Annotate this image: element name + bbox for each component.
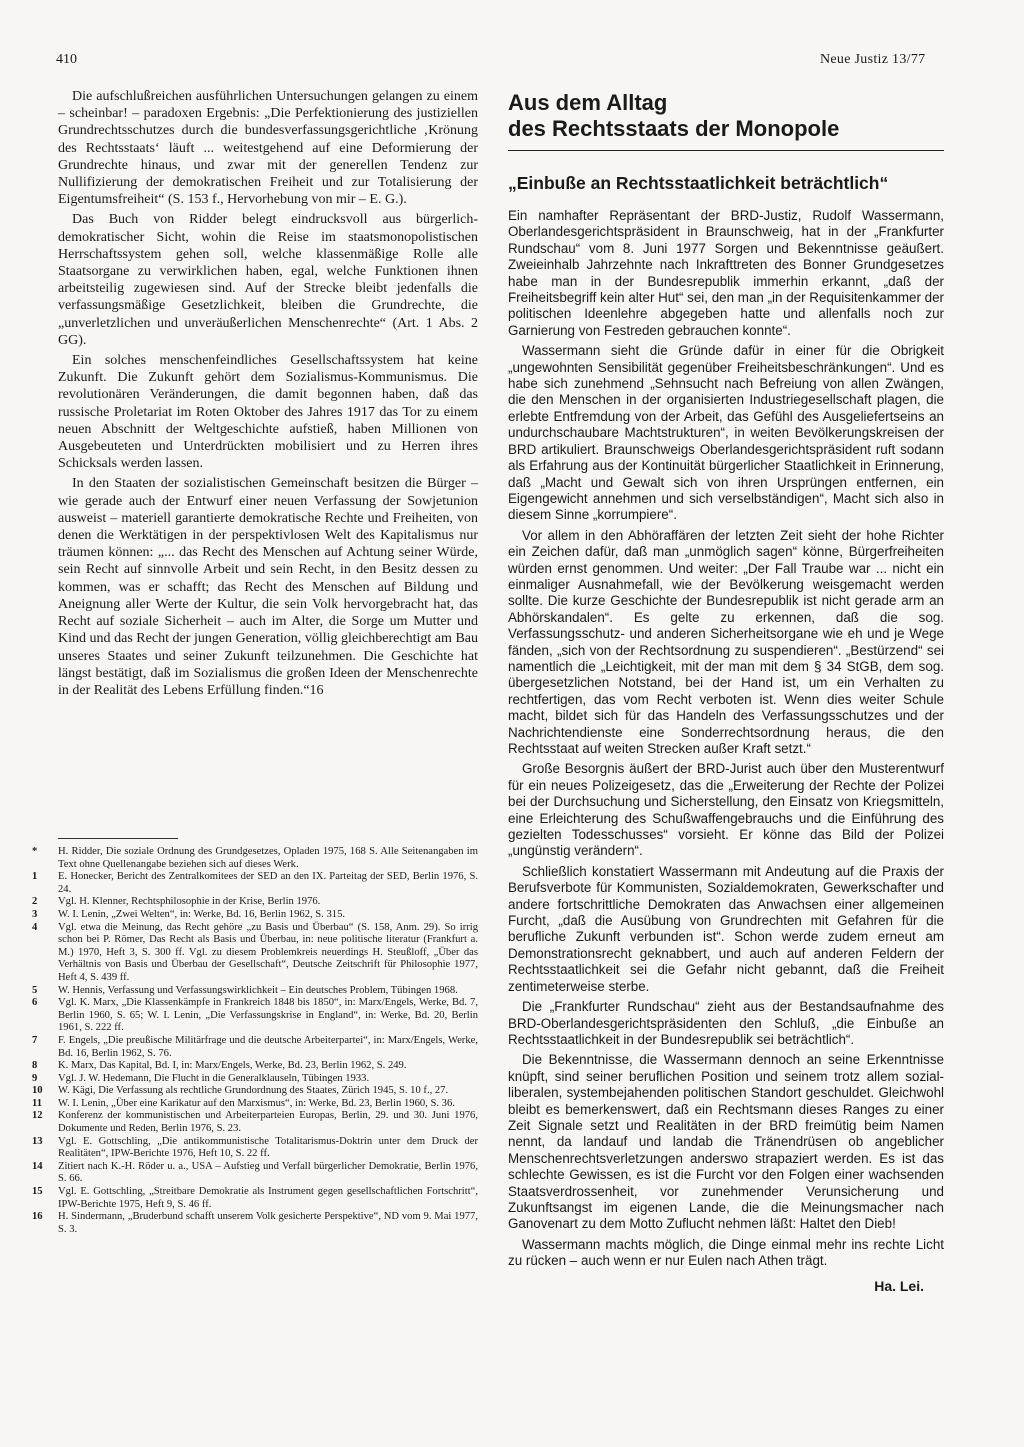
author-signature: Ha. Lei. [874, 1277, 924, 1294]
article-paragraph: Wassermann machts möglich, die Dinge einmal mehr ins rechte Licht zu rücken – auch wenn er nur Eulen nach Athen trägt. [508, 1236, 944, 1269]
footnote [32, 871, 478, 896]
footnote-number: 13 [32, 1135, 43, 1147]
footnote [32, 846, 478, 871]
footnote-number: 10 [32, 1085, 43, 1097]
section-title [508, 90, 944, 142]
page-number: 410 [56, 52, 77, 67]
footnote [32, 1098, 478, 1111]
footnote [32, 1085, 478, 1098]
footnote-text: W. Kägi, Die Verfassung als rechtliche Grundordnung des Staates, Zürich 1945, S. 10 f., 27. [58, 1085, 449, 1097]
footnote-text: W. I. Lenin, „Zwei Welten“, in: Werke, Bd. 16, Berlin 1962, S. 315. [58, 908, 346, 920]
footnote-text: Vgl. E. Gottschling, „Die antikommunistische Totalitarismus-Doktrin unter dem Druck der Realitäten“, IPW-Berichte 1976, Heft 10, S. 22 ff. [58, 1135, 478, 1160]
footnote [32, 1073, 478, 1086]
footnote-text: H. Sindermann, „Bruderbund schafft unserem Volk gesicherte Perspektive“, ND vom 9. Mai 1977, S. 3. [58, 1211, 478, 1235]
footnote-number: * [32, 846, 38, 857]
journal-issue: Neue Justiz 13/77 [820, 52, 926, 67]
footnote-number: 8 [32, 1060, 38, 1072]
footnote [32, 922, 478, 985]
footnote-text: F. Engels, „Die preußische Militärfrage und die deutsche Arbeiterpartei“, in: Marx/Engels, Werke, Bd. 16, Berlin 1962, S. 76. [58, 1034, 478, 1059]
footnotes [32, 846, 478, 1236]
left-paragraph: Die aufschlußreichen ausführlichen Untersuchungen gelangen zu einem – scheinbar! – paradoxen Ergebnis: „Die Perfektionierung des justiziellen Grundrechtsschutzes durch die bundesverfassungsgerichtliche ‚Krönung des Rechtsstaats‘ läuft ... weitestgehend auf eine Deformierung der Grundrechte hinaus, und zwar mit der generellen Tendenz zur Nullifizierung der demokratischen Freiheit und zur Totalisierung der Eigentumsfreiheit“ (S. 153 f., Hervorhebung von mir – E. G.). [58, 89, 478, 208]
footnote [32, 985, 478, 998]
article-paragraph: Ein namhafter Repräsentant der BRD-Justiz, Rudolf Wassermann, Oberlandesgerichtspräsident in Braunschweig, hat in der „Frankfurter Rundschau“ vom 8. Juni 1977 Sorgen und Bekenntnisse geäußert. Zweieinhalb Jahrzehnte nach Inkrafttreten des Bonner Grundgesetzes habe man in der Bundesrepublik immerhin erkannt, „daß der Freiheitsbegriff kein alter Hut“ sei, den man „in der Requisitenkammer der politischen Ideenlehre abgegeben hatte und allenfalls noch zur Garnierung von Festreden gebrauchen konnte“. [508, 208, 944, 338]
footnote-number: 1 [32, 871, 38, 883]
article-paragraph: Vor allem in den Abhöraffären der letzten Zeit sieht der hohe Richter ein Zeichen dafür, daß man „unmöglich sagen“ könne, Bürgerfreiheiten würden ernst genommen. Und weiter: „Der Fall Traube war ... nicht ein einmaliger Ausnahmefall, wie der Bevölkerung weisgemacht werden sollte. Die kurze Geschichte der Bundesrepublik ist nicht gerade arm an Abhörskandalen“. Es gelte zu erkennen, daß die sog. Verfassungsschutz- und anderen Sicherheitsorgane wie eh und je Wege fänden, „sich von der Rechtsordnung zu suspendieren“. „Bestürzend“ sei namentlich die „Leichtigkeit, mit der man mit dem § 34 StGB, dem sog. übergesetzlichen Notstand, bei der Hand ist, um ein Verhalten zu rechtfertigen, das vom Recht verboten ist. Wenn dies weiter Schule macht, bildet sich für das Handeln des Verfassungsschutzes und der Nachrichtendienste eine Sonderrechtsordnung heraus, die den Rechtsstaat auf weiten Strecken außer Kraft setzt.“ [508, 527, 944, 756]
footnote [32, 1136, 478, 1161]
article-paragraph: Wassermann sieht die Gründe dafür in einer für die Obrigkeit „ungewohnten Sensibilität gegenüber Freiheitsbeschränkungen“. Und es habe sich zunehmend „Sehnsucht nach Befreiung von allen Zwängen, die den Menschen in der organisierten Industriegesellschaft plagen, die erlebte Entfremdung von der Arbeit, das Gefühl des Ausgeliefertseins an undurchschaubare Machtstrukturen“, in weiten Bevölkerungskreisen der BRD artikuliert. Braunschweigs Oberlandesgerichtspräsident ruft sodann als Erfahrung aus der Kontinuität bürgerlicher Staatlichkeit in Erinnerung, daß „Macht und Gewalt sich von ihren Ursprüngen entfernen, ein Eigengewicht annehmen und sich verselbständigen“, Macht sich also in diesem Sinne „korrumpiere“. [508, 343, 944, 523]
footnote [32, 997, 478, 1035]
footnote-number: 11 [32, 1097, 43, 1109]
footnote-number: 7 [32, 1034, 38, 1046]
footnote-divider [58, 838, 178, 839]
footnote-text: Vgl. J. W. Hedemann, Die Flucht in die Generalklauseln, Tübingen 1933. [58, 1072, 370, 1084]
footnote [32, 1060, 478, 1073]
footnote-text: Vgl. H. Klenner, Rechtsphilosophie in der Krise, Berlin 1976. [58, 896, 321, 908]
footnote-text: E. Honecker, Bericht des Zentralkomitees der SED an den IX. Parteitag der SED, Berlin 1976, S. 24. [58, 871, 478, 895]
footnote-text: Vgl. E. Gottschling, „Streitbare Demokratie als Instrument gegen gesellschaftlichen Fortschritt“, IPW-Berichte 1975, Heft 9, S. 46 ff. [58, 1186, 478, 1210]
left-paragraph: In den Staaten der sozialistischen Gemeinschaft besitzen die Bürger – wie gerade auch der Entwurf einer neuen Verfassung der Sowjetunion ausweist – materiell garantierte demokratische Rechte und Freiheiten, von denen die Werktätigen in der perspektivlosen Welt des Kapitalismus nur träumen können: „... das Recht des Menschen auf Achtung seiner Würde, sein Recht auf sinnvolle Arbeit und sein Recht, in den Besitz dessen zu kommen, was er schafft; das Recht des Menschen auf Bildung und Aneignung aller Werte der Kultur, die sein Volk hervorgebracht hat, das Recht auf soziale Sicherheit – auch im Alter, die Sorge um Mutter und Kind und das Recht der jungen Generation, völlig gleichberechtigt am Bau unseres Staates und seiner Zukunft teilzunehmen. Die Geschichte hat längst bestätigt, daß im Sozialismus die großen Ideen der Menschenrechte in der Realität des Lebens Erfüllung finden.“16 [58, 476, 478, 698]
footnote-text: Konferenz der kommunistischen und Arbeiterparteien Europas, Berlin, 29. und 30. Juni 1976, Dokumente und Reden, Berlin 1976, S. 23. [58, 1110, 478, 1135]
left-column [58, 88, 478, 702]
article-title: „Einbuße an Rechtsstaatlichkeit beträchtlich“ [508, 173, 889, 193]
footnote-number: 3 [32, 908, 38, 920]
section-title-line: des Rechtsstaats der Monopole [508, 116, 840, 141]
footnote-number: 5 [32, 984, 38, 996]
article-paragraph: Die „Frankfurter Rundschau“ zieht aus der Bestandsaufnahme des BRD-Oberlandesgerichtspräsidenten den Schluß, „die Einbuße an Rechtsstaatlichkeit in der Bundesrepublik sei beträchtlich“. [508, 999, 944, 1047]
left-paragraph: Ein solches menschenfeindliches Gesellschaftssystem hat keine Zukunft. Die Zukunft gehört dem Sozialismus-Kommunismus. Die revolutionären Veränderungen, die damit begonnen haben, daß das russische Proletariat im Roten Oktober des Jahres 1917 das Tor zu einem neuen Abschnitt der Weltgeschichte aufstieß, haben Millionen von Ausgebeuteten und Unterdrückten mobilisiert und zu Herren ihres Schicksals werden lassen. [58, 353, 478, 472]
article-paragraph: Schließlich konstatiert Wassermann mit Andeutung auf die Praxis der Berufsverbote für Kommunisten, Sozialdemokraten, Gewerkschafter und andere fortschrittliche Demokraten das Anwachsen einer allgemeinen Furcht, „daß die Ausübung von Grundrechten mit Gefahren für die berufliche Zukunft verbunden ist“. Schon werde zudem erneut am Demonstrationsrecht geknabbert, und auch auf anderen Feldern der Rechtsstaatlichkeit sei die Gefahr nicht gebannt, daß die Freiheit zentimeterweise sterbe. [508, 863, 944, 994]
left-paragraph: Das Buch von Ridder belegt eindrucksvoll aus bürgerlich-demokratischer Sicht, wohin die Reise im staatsmonopolistischen Herrschaftssystem gehen soll, welche klassenmäßige Rolle alle Staatsorgane zu verwirklichen haben, egal, welche Funktionen ihnen arbeitsteilig zugewiesen sind. Auf der Strecke bleibt jedenfalls die verfassungsmäßige Gesetzlichkeit, bleiben die Grundrechte, die „unverletzlichen und unveräußerlichen Menschenrechte“ (Art. 1 Abs. 2 GG). [58, 212, 478, 348]
footnote [32, 896, 478, 909]
footnote-number: 4 [32, 921, 38, 933]
footnote-text: K. Marx, Das Kapital, Bd. I, in: Marx/Engels, Werke, Bd. 23, Berlin 1962, S. 249. [58, 1060, 407, 1072]
right-column [508, 90, 944, 1294]
footnote-text: W. Hennis, Verfassung und Verfassungswirklichkeit – Ein deutsches Problem, Tübingen 1968. [58, 984, 458, 996]
footnote-number: 9 [32, 1072, 38, 1084]
article-body [508, 208, 944, 1270]
footnote-number: 16 [32, 1211, 43, 1223]
footnote-text: Zitiert nach K.-H. Röder u. a., USA – Aufstieg und Verfall bürgerlicher Demokratie, Berlin 1976, S. 66. [58, 1160, 478, 1185]
footnote [32, 1186, 478, 1211]
footnote-number: 14 [32, 1160, 43, 1172]
article-paragraph: Große Besorgnis äußert der BRD-Jurist auch über den Musterentwurf für ein neues Polizeigesetz, das die „Erweiterung der Rechte der Polizei bei der Durchsuchung und Sicherstellung, den Einsatz von Kriegsmitteln, eine Erleichterung des Schußwaffengebrauchs und die Einführung des gezielten Todesschusses“ vorsieht. Er könne das Bild der Polizei „ungünstig verändern“. [508, 761, 944, 859]
footnote [32, 1035, 478, 1060]
section-divider [508, 150, 944, 151]
footnote-text: Vgl. K. Marx, „Die Klassenkämpfe in Frankreich 1848 bis 1850“, in: Marx/Engels, Werke, Bd. 7, Berlin 1960, S. 65; W. I. Lenin, „Die Verfassungskrise in England“, in: Werke, Bd. 20, Berlin 1961, S. 222 ff. [58, 997, 478, 1034]
footnote-number: 2 [32, 896, 38, 908]
footnote-text: W. I. Lenin, „Über eine Karikatur auf den Marxismus“, in: Werke, Bd. 23, Berlin 1960, S. 36. [58, 1097, 455, 1109]
section-title-line: Aus dem Alltag [508, 90, 668, 115]
footnote-text: Vgl. etwa die Meinung, das Recht gehöre „zu Basis und Überbau“ (S. 158, Anm. 29). So irrig schon bei P. Römer, Das Recht als Basis und Überbau, in: neue politische literatur (Frankfurt a. M.) 1970, Heft 3, S. 300 ff. Vgl. zu diesem Problemkreis neuerdings H. Steußloff, „Über das Verhältnis von Basis und Überbau der Gesellschaft“, Deutsche Zeitschrift für Philosophie 1977, Heft 4, S. 439 ff. [58, 921, 478, 983]
footnote-number: 6 [32, 997, 38, 1009]
footnote-number: 15 [32, 1186, 43, 1198]
footnote [32, 1161, 478, 1186]
footnote-number: 12 [32, 1110, 43, 1122]
article-paragraph: Die Bekenntnisse, die Wassermann dennoch an seine Erkenntnisse knüpft, sind seiner beruflichen Position und seinem trotz allem sozial-liberalen, systembejahenden politischen Standort geschuldet. Gleichwohl bleibt es bemerkenswert, daß ein Rechtsmann dieses Ranges zu einer Zeit Signale setzt und Realitäten in der BRD freimütig beim Namen nennt, da landauf und landab die Tränendrüsen ob angeblicher Menschenrechtsverletzungen anderswo strapaziert werden. Es ist das schlechte Gewissen, es ist die Furcht vor den Folgen einer wachsenden Staatsverdrossenheit, vor zunehmender Verunsicherung und Zukunftsangst im eigenen Lande, die die Meinungsmacher nach Ganovenart zu dem Motto Zuflucht nehmen läßt: Haltet den Dieb! [508, 1052, 944, 1232]
footnote [32, 1110, 478, 1135]
footnote [32, 909, 478, 922]
footnote [32, 1211, 478, 1236]
footnote-text: H. Ridder, Die soziale Ordnung des Grundgesetzes, Opladen 1975, 168 S. Alle Seitenangaben im Text ohne Quellenangabe beziehen sich auf dieses Werk. [58, 846, 478, 870]
